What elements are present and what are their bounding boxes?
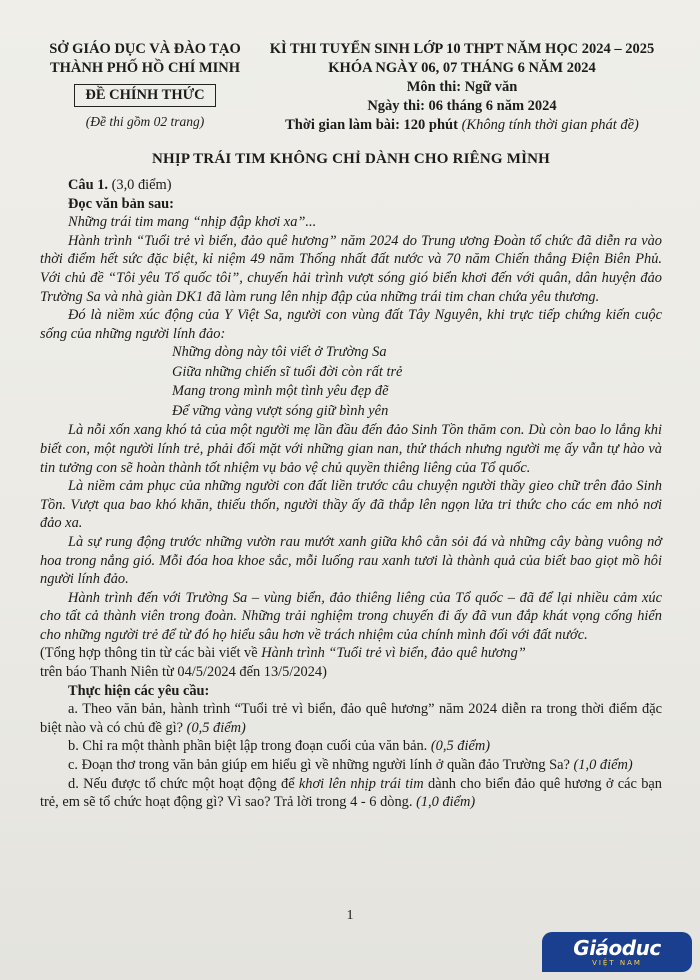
source-part: (Tổng hợp thông tin từ các bài viết về xyxy=(40,645,262,662)
tasks-label: Thực hiện các yêu cầu: xyxy=(68,682,210,699)
logo-sub-text: VIỆT NAM xyxy=(592,958,642,967)
task-text: b. Chỉ ra một thành phần biệt lập trong đoạn cuối của văn bản. xyxy=(68,738,431,755)
task-c xyxy=(40,756,662,775)
duration-main: Thời gian làm bài: 120 phút xyxy=(285,117,462,133)
task-emphasis: khơi lên nhịp trái tim xyxy=(298,775,424,792)
passage-paragraph: Đó là niềm xúc động của Y Việt Sa, người con vùng đất Tây Nguyên, khi trực tiếp chứng kiến cuộc sống của những người lính đảo: xyxy=(40,307,662,342)
poem-line: Để vững vàng vượt sóng giữ bình yên xyxy=(172,402,389,419)
exam-name: KÌ THI TUYỂN SINH LỚP 10 THPT NĂM HỌC 2024 – 2025 xyxy=(269,41,655,57)
question-1 xyxy=(40,176,662,812)
task-d xyxy=(40,775,662,812)
department-line1: SỞ GIÁO DỤC VÀ ĐÀO TẠO xyxy=(49,41,241,57)
poem-line: Những dòng này tôi viết ở Trường Sa xyxy=(172,344,387,361)
task-points: (0,5 điểm) xyxy=(186,719,246,736)
duration-note: (Không tính thời gian phát đề) xyxy=(461,117,639,133)
passage-paragraph: Là niềm cảm phục của những người con đất liền trước câu chuyện người thầy gieo chữ trên đảo Sinh Tồn. Vượt qua bao khó khăn, thiếu thốn, người thầy ấy đã thắp lên ngọn lửa tri thức cho các em nhỏ nơi đảo xa. xyxy=(40,478,662,532)
read-instruction: Đọc văn bản sau: xyxy=(68,195,174,212)
task-text: c. Đoạn thơ trong văn bản giúp em hiểu gì về những người lính ở quần đảo Trường Sa? xyxy=(68,757,574,774)
task-points: (0,5 điểm) xyxy=(430,738,491,755)
header-right xyxy=(262,40,662,135)
page-number: 1 xyxy=(346,908,354,923)
header-left xyxy=(40,40,250,135)
poem-line: Giữa những chiến sĩ tuổi đời còn rất trẻ xyxy=(172,363,403,380)
passage-subtitle: Những trái tim mang “nhịp đập khơi xa”... xyxy=(68,214,317,231)
passage-paragraph: Là sự rung động trước những vườn rau mướt xanh giữa khô cằn sỏi đá và những cây bàng vuông nở hoa trong nắng gió. Mỗi đóa hoa khoe sắc, mỗi luống rau xanh tươi là thành quả của biết bao giọt mồ hôi người lính đảo. xyxy=(40,533,662,588)
task-text: a. Theo văn bản, hành trình “Tuổi trẻ vì biển, đảo quê hương” năm 2024 diễn ra trong thời điểm đặc biệt nào và có chủ đề gì? xyxy=(40,701,662,736)
q1-label: Câu 1. xyxy=(68,177,108,193)
task-b xyxy=(40,737,662,756)
exam-header xyxy=(40,40,662,135)
q1-points: (3,0 điểm) xyxy=(107,177,172,193)
poem-line: Mang trong mình một tình yêu đẹp đẽ xyxy=(172,383,389,400)
exam-title: NHỊP TRÁI TIM KHÔNG CHỈ DÀNH CHO RIÊNG MÌNH xyxy=(151,151,551,167)
passage-paragraph: Là nỗi xốn xang khó tả của một người mẹ lần đầu đến đảo Sinh Tồn thăm con. Dù còn bao lo lắng khi biết con, một người lính trẻ, phải đối mặt với những gian nan, thử thách nhưng người mẹ ấy vẫn tự hào và tin tưởng con sẽ hoàn thành tốt nhiệm vụ bảo vệ chủ quyền thiêng liêng của Tổ quốc. xyxy=(40,422,662,476)
exam-date: Ngày thi: 06 tháng 6 năm 2024 xyxy=(367,98,557,114)
passage-paragraph: Hành trình đến với Trường Sa – vùng biển, đảo thiêng liêng của Tổ quốc – đã để lại nhiều cảm xúc cho tất cả thành viên trong đoàn. Những trải nghiệm trong chuyến đi ấy đã vun đắp khát vọng cống hiến cho những người trẻ để từ đó họ hiểu sâu hơn về trách nhiệm của chính mình đối với đất nước. xyxy=(40,589,662,643)
exam-duration xyxy=(262,116,662,135)
giaoduc-logo xyxy=(542,932,692,972)
pages-note: (Đề thi gồm 02 trang) xyxy=(85,114,205,129)
poem xyxy=(172,343,662,421)
passage-source-line2: trên báo Thanh Niên từ 04/5/2024 đến 13/5/2024) xyxy=(40,664,327,681)
passage-source xyxy=(40,644,662,663)
task-a xyxy=(40,700,662,737)
official-badge: ĐỀ CHÍNH THỨC xyxy=(74,84,215,107)
task-text: d. Nếu được tổ chức một hoạt động để xyxy=(68,775,299,792)
exam-session: KHÓA NGÀY 06, 07 THÁNG 6 NĂM 2024 xyxy=(328,60,596,76)
logo-main-text: Giáoduc xyxy=(573,935,661,960)
task-points: (1,0 điểm) xyxy=(416,794,476,811)
task-text: dành cho biển đảo quê hương ở các bạn trẻ, em sẽ tổ chức hoạt động gì? Vì sao? Trả lời trong 4 - 6 dòng. xyxy=(40,775,662,811)
department-line2: THÀNH PHỐ HỒ CHÍ MINH xyxy=(49,60,241,76)
passage-paragraph: Hành trình “Tuổi trẻ vì biển, đảo quê hương” năm 2024 do Trung ương Đoàn tổ chức đã diễn ra vào thời điểm hết sức đặc biệt, kỉ niệm 49 năm Thống nhất đất nước và 70 năm Chiến thắng Điện Biên Phủ. Với chủ đề “Tôi yêu Tổ quốc tôi”, chuyến hải trình vượt sóng gió biển khơi đến với quân, dân huyện đảo Trường Sa và nhà giàn DK1 đã làm rung lên nhịp đập của những trái tim chan chứa yêu thương. xyxy=(40,232,662,305)
exam-subject: Môn thi: Ngữ văn xyxy=(406,79,518,95)
task-points: (1,0 điểm) xyxy=(573,757,633,774)
source-part: Hành trình “Tuổi trẻ vì biển, đảo quê hương” xyxy=(261,645,526,662)
